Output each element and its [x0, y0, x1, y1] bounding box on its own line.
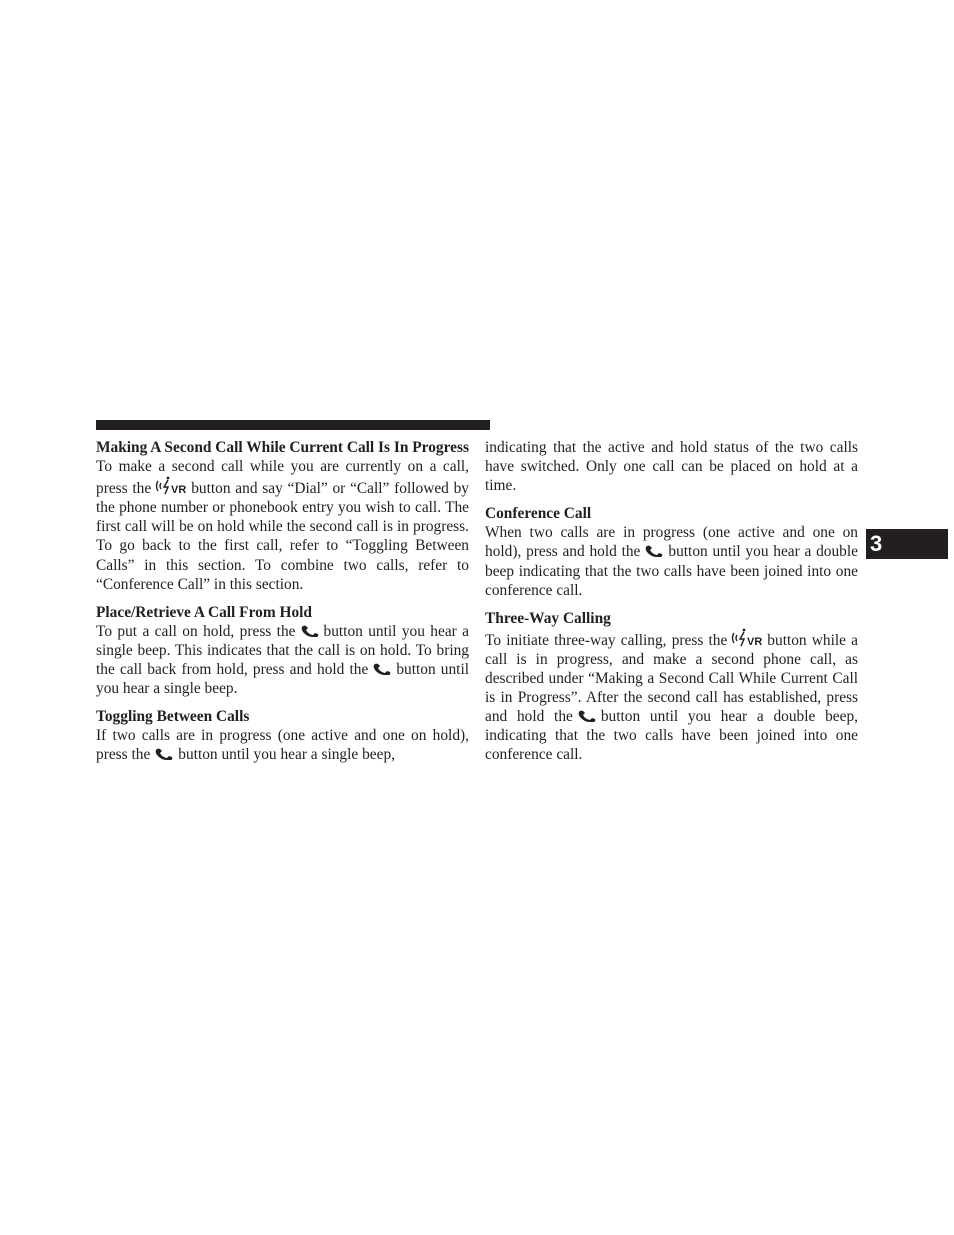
text-run: button and say “Dial” or “Call” followed by the phone number or phonebook entry you wish to call. The first call will be on hold while the second call is in progress. To go back to the first call, refer to “Toggling Between Calls” in this section. To combine two calls, refer to “Conference Call” in this section. [96, 480, 469, 593]
phone-handset-icon [300, 625, 320, 639]
section-heading: Making A Second Call While Current Call Is In Progress [96, 439, 469, 456]
chapter-tab: 3 [866, 529, 948, 559]
phone-handset-icon [372, 663, 392, 677]
section-second-call [96, 438, 469, 594]
text-run: button until you hear a double beep, indicating that the two calls have been joined into one conference call. [485, 708, 858, 764]
phone-handset-icon [577, 710, 597, 724]
text-run: button until you hear a single beep, [178, 746, 395, 764]
section-toggling [96, 707, 469, 764]
voice-command-vr-icon [731, 628, 763, 648]
section-heading: Toggling Between Calls [96, 708, 250, 726]
paragraph [485, 523, 858, 599]
text-run: button while a call is in progress, and make a second phone call, as described under “Making a Second Call While Current Call is in Progress”. After the second call has established, press and hold the [485, 631, 858, 726]
paragraph [96, 457, 469, 594]
section-top-rule [96, 420, 490, 430]
section-conference [485, 504, 858, 599]
paragraph [485, 628, 858, 765]
paragraph [96, 726, 469, 764]
section-heading: Three-Way Calling [485, 609, 611, 627]
text-run: To put a call on hold, press the [96, 622, 296, 640]
svg-text:VR: VR [171, 484, 187, 497]
text-run: To make a second call while you are currently on a call, press the [96, 458, 469, 498]
section-three-way [485, 609, 858, 765]
paragraph-continued: indicating that the active and hold status of the two calls have switched. Only one call can be placed on hold at a time. [485, 439, 858, 495]
section-heading: Conference Call [485, 505, 592, 523]
text-run: If two calls are in progress (one active and one on hold), press the [96, 727, 469, 764]
phone-handset-icon [644, 545, 664, 559]
section-heading: Place/Retrieve A Call From Hold [96, 603, 312, 621]
section-hold [96, 603, 469, 698]
phone-handset-icon [154, 748, 174, 762]
voice-command-vr-icon [155, 476, 187, 496]
text-run: button until you hear a single beep. [96, 661, 470, 698]
left-column [96, 438, 469, 765]
text-run: When two calls are in progress (one active and one on hold), press and hold the [485, 524, 858, 561]
right-column [485, 438, 858, 765]
paragraph [96, 622, 469, 698]
text-run: button until you hear a double beep indicating that the two calls have been joined into one conference call. [485, 543, 858, 599]
text-run: To initiate three-way calling, press the [485, 631, 728, 649]
text-run: button until you hear a single beep. This indicates that the call is on hold. To bring the call back from hold, press and hold the [96, 622, 470, 679]
svg-text:VR: VR [747, 635, 763, 648]
